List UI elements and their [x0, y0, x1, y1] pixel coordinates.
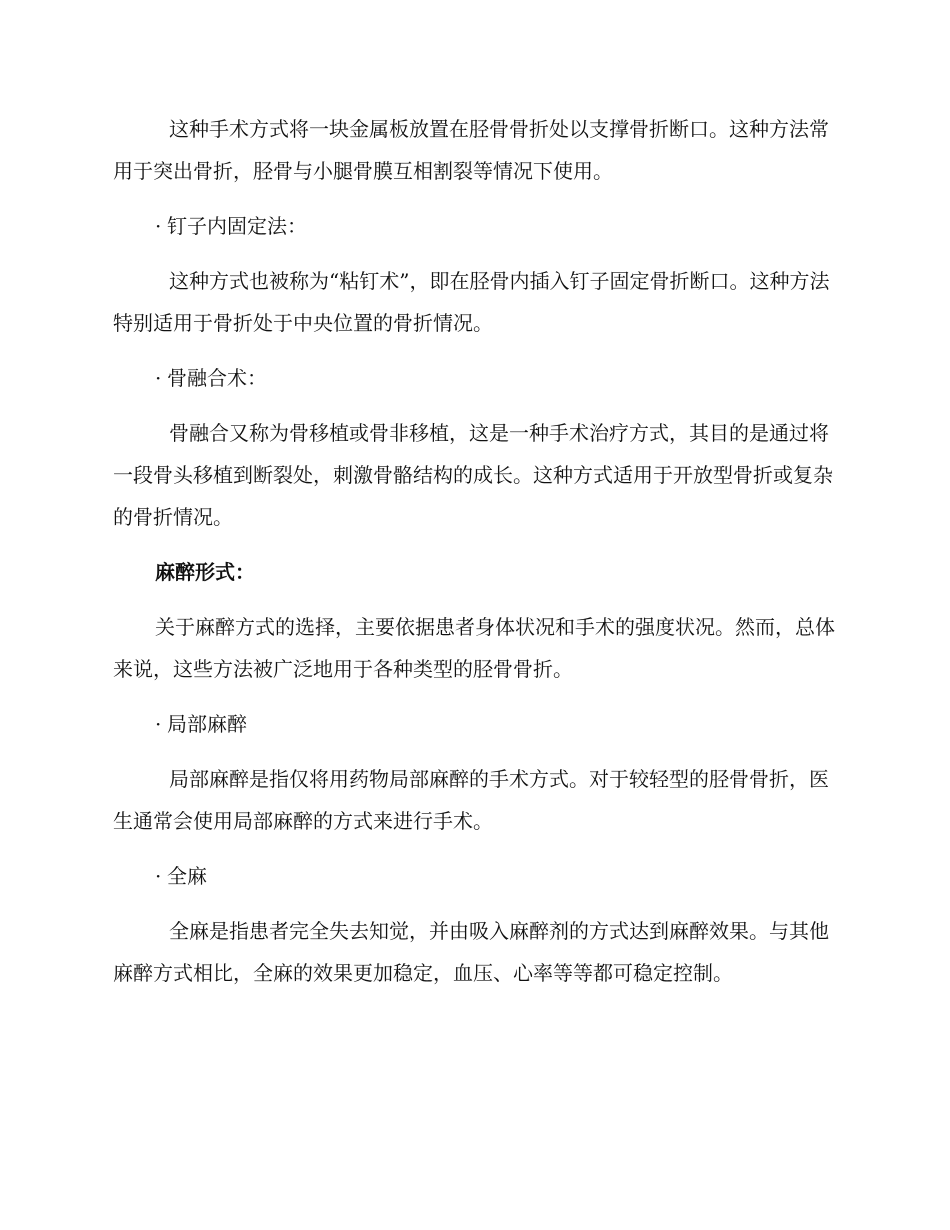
bullet-dot: · [155, 214, 162, 238]
bullet-label: 全麻 [167, 864, 207, 888]
paragraph-bone-fusion: 骨融合又称为骨移植或骨非移植，这是一种手术治疗方式，其目的是通过将一段骨头移植到断裂处，刺激骨骼结构的成长。这种方式适用于开放型骨折或复杂的骨折情况。 [113, 421, 833, 529]
document-content [113, 108, 838, 1007]
bullet-dot: · [155, 712, 162, 736]
bullet-item-local-anesthesia [113, 703, 838, 745]
bullet-item-nail-fixation [113, 205, 838, 247]
bullet-dot: · [155, 366, 162, 390]
paragraph-nail-fixation: 这种方式也被称为“粘钉术”，即在胫骨内插入钉子固定骨折断口。这种方法特别适用于骨折处于中央位置的骨折情况。 [113, 269, 830, 335]
paragraph-anesthesia-intro: 关于麻醉方式的选择，主要依据患者身体状况和手术的强度状况。然而，总体来说，这些方法被广泛地用于各种类型的胫骨骨折。 [113, 615, 835, 681]
section-heading-anesthesia: 麻醉形式： [155, 560, 255, 584]
bullet-label: 钉子内固定法： [167, 214, 307, 238]
bullet-item-bone-fusion [113, 357, 838, 399]
paragraph-plate-fixation: 这种手术方式将一块金属板放置在胫骨骨折处以支撑骨折断口。这种方法常用于突出骨折，胫骨与小腿骨膜互相割裂等情况下使用。 [113, 117, 829, 183]
bullet-label: 局部麻醉 [167, 712, 247, 736]
bullet-dot: · [155, 864, 162, 888]
paragraph-general-anesthesia: 全麻是指患者完全失去知觉，并由吸入麻醉剂的方式达到麻醉效果。与其他麻醉方式相比，全麻的效果更加稳定，血压、心率等等都可稳定控制。 [113, 919, 829, 985]
paragraph-local-anesthesia: 局部麻醉是指仅将用药物局部麻醉的手术方式。对于较轻型的胫骨骨折，医生通常会使用局部麻醉的方式来进行手术。 [113, 767, 829, 833]
bullet-item-general-anesthesia [113, 855, 838, 897]
bullet-label: 骨融合术： [167, 366, 267, 390]
